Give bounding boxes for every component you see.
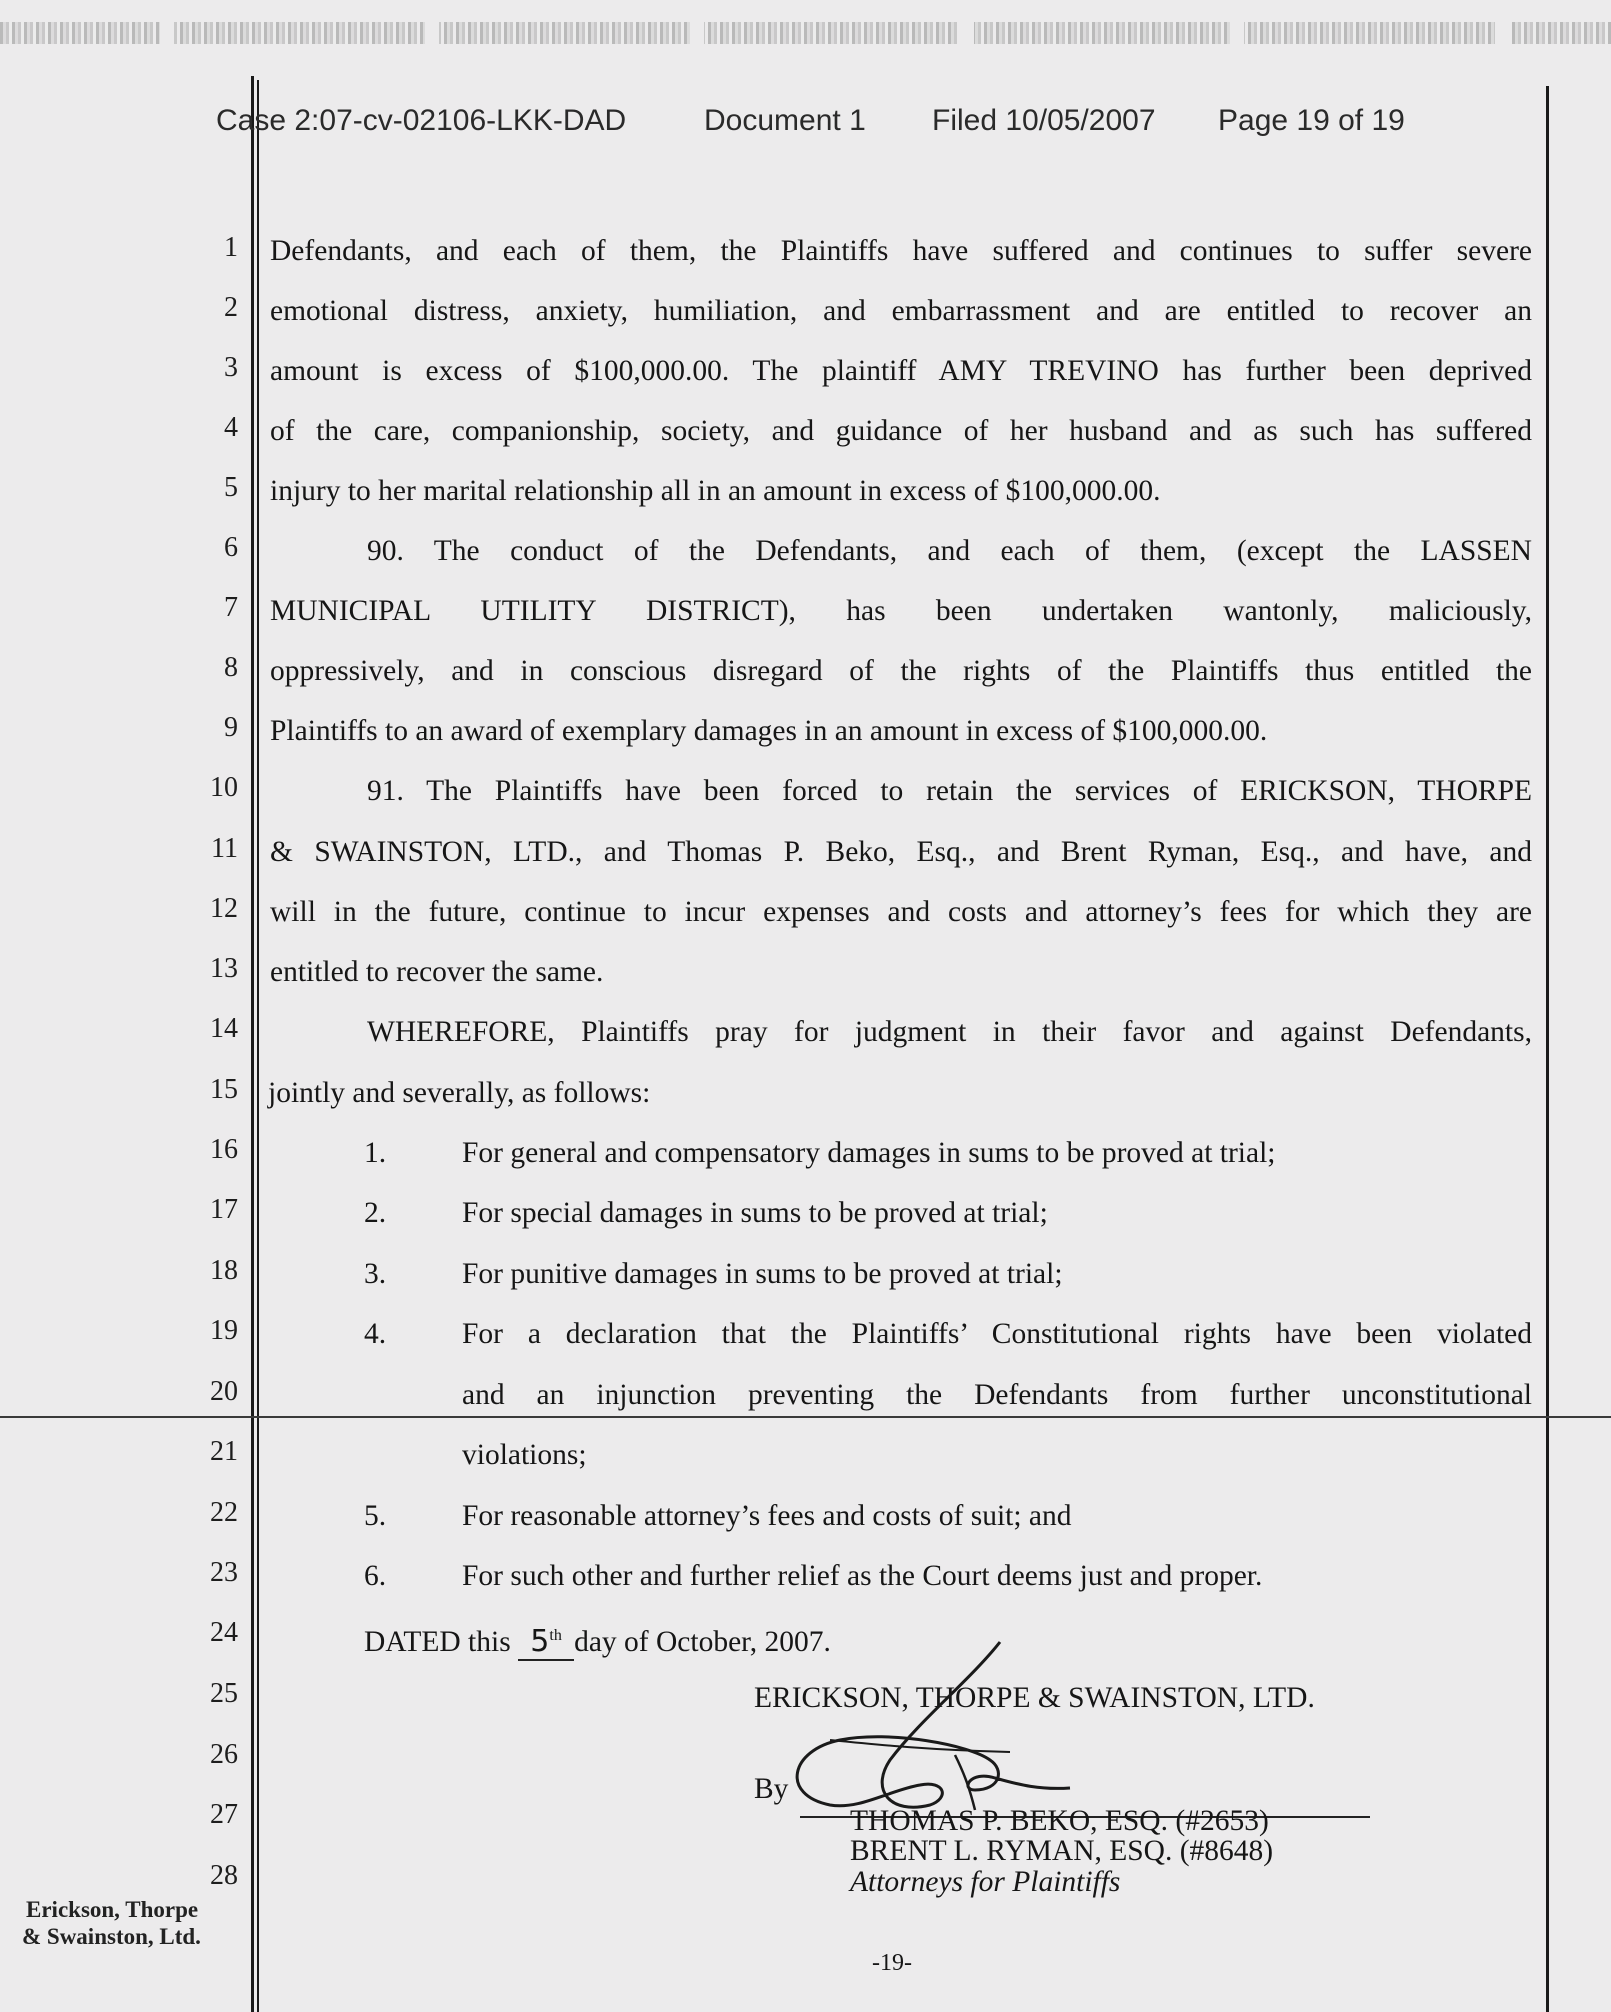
prayer-item-text-continued: violations;	[462, 1439, 587, 1471]
prayer-item-text: For such other and further relief as the Court deems just and proper.	[462, 1560, 1263, 1592]
prayer-item-text: For special damages in sums to be proved at trial;	[462, 1197, 1048, 1229]
case-number: Case 2:07-cv-02106-LKK-DAD	[216, 104, 627, 137]
footer-firm-line: Erickson, Thorpe	[26, 1897, 199, 1922]
line-number: 3	[224, 352, 238, 383]
line-number: 23	[210, 1557, 238, 1588]
line-number: 8	[224, 652, 238, 683]
dated-day-field: 5th	[518, 1619, 574, 1661]
body-line: amount is excess of $100,000.00. The plaintiff AMY TREVINO has further been deprived	[270, 355, 1532, 387]
prayer-item-text: For a declaration that the Plaintiffs’ Constitutional rights have been violated	[462, 1318, 1532, 1350]
prayer-item-number: 5.	[364, 1500, 387, 1532]
line-number: 1	[224, 232, 238, 263]
body-line: jointly and severally, as follows:	[268, 1077, 651, 1109]
prayer-item-number: 4.	[364, 1318, 387, 1350]
line-number: 13	[210, 953, 238, 984]
dated-day-handwritten: 5	[530, 1623, 550, 1659]
body-line: of the care, companionship, society, and guidance of her husband and as such has suffered	[270, 415, 1532, 447]
right-margin-rule	[1546, 86, 1549, 2012]
line-number: 7	[224, 592, 238, 623]
body-line: emotional distress, anxiety, humiliation, and embarrassment and are entitled to recover an	[270, 295, 1532, 327]
line-number: 14	[210, 1013, 238, 1044]
line-number: 12	[210, 893, 238, 924]
dated-prefix: DATED this	[364, 1625, 511, 1658]
prayer-item-text: For punitive damages in sums to be proved at trial;	[462, 1258, 1063, 1290]
body-line: Plaintiffs to an award of exemplary damages in an amount in excess of $100,000.00.	[270, 715, 1268, 747]
dated-line	[364, 1619, 831, 1661]
body-line: entitled to recover the same.	[270, 956, 604, 988]
prayer-item-text-continued: and an injunction preventing the Defendants from further unconstitutional	[462, 1379, 1532, 1411]
line-number: 17	[210, 1194, 238, 1225]
scan-fold-line	[0, 1416, 1611, 1418]
line-number: 16	[210, 1134, 238, 1165]
wherefore-clause: WHEREFORE, Plaintiffs pray for judgment in their favor and against Defendants,	[367, 1016, 1532, 1048]
paragraph-91-start: 91. The Plaintiffs have been forced to retain the services of ERICKSON, THORPE	[367, 775, 1532, 807]
body-line: Defendants, and each of them, the Plaintiffs have suffered and continues to suffer severe	[270, 235, 1532, 267]
line-number: 4	[224, 412, 238, 443]
line-number: 20	[210, 1376, 238, 1407]
prayer-item-text: For general and compensatory damages in sums to be proved at trial;	[462, 1137, 1276, 1169]
body-line: & SWAINSTON, LTD., and Thomas P. Beko, Esq., and Brent Ryman, Esq., and have, and	[270, 836, 1532, 868]
prayer-item-number: 2.	[364, 1197, 387, 1229]
paragraph-90-start: 90. The conduct of the Defendants, and each of them, (except the LASSEN	[367, 535, 1532, 567]
filed-date: Filed 10/05/2007	[932, 104, 1156, 137]
line-number: 24	[210, 1617, 238, 1648]
document-number: Document 1	[704, 104, 866, 137]
body-line: injury to her marital relationship all in an amount in excess of $100,000.00.	[270, 475, 1161, 507]
body-line: MUNICIPAL UTILITY DISTRICT), has been undertaken wantonly, maliciously,	[270, 595, 1532, 627]
line-number: 22	[210, 1497, 238, 1528]
attorney-name-2: BRENT L. RYMAN, ESQ. (#8648)	[850, 1835, 1274, 1867]
line-number: 19	[210, 1315, 238, 1346]
page-number: -19-	[872, 1950, 912, 1976]
prayer-item-number: 3.	[364, 1258, 387, 1290]
scan-edge-strip	[0, 22, 1611, 44]
body-line: will in the future, continue to incur expenses and costs and attorney’s fees for which they are	[270, 896, 1532, 928]
body-line: oppressively, and in conscious disregard of the rights of the Plaintiffs thus entitled the	[270, 655, 1532, 687]
left-margin-rule-inner	[257, 80, 259, 2012]
signature-by-label: By	[754, 1773, 789, 1805]
left-margin-rule-outer	[251, 76, 254, 2012]
line-number: 15	[210, 1074, 238, 1105]
line-number: 5	[224, 472, 238, 503]
line-number: 25	[210, 1678, 238, 1709]
footer-firm-line: & Swainston, Ltd.	[22, 1924, 201, 1949]
signature-firm: ERICKSON, THORPE & SWAINSTON, LTD.	[754, 1682, 1315, 1714]
line-number: 26	[210, 1739, 238, 1770]
line-number: 27	[210, 1799, 238, 1830]
line-number: 11	[211, 833, 238, 864]
line-number: 28	[210, 1860, 238, 1891]
prayer-item-text: For reasonable attorney’s fees and costs of suit; and	[462, 1500, 1072, 1532]
line-number: 21	[210, 1436, 238, 1467]
prayer-item-number: 6.	[364, 1560, 387, 1592]
footer-firm-name	[22, 1896, 201, 1950]
line-number: 6	[224, 532, 238, 563]
dated-suffix: day of October, 2007.	[574, 1625, 831, 1658]
attorney-name-1: THOMAS P. BEKO, ESQ. (#2653)	[850, 1805, 1269, 1837]
line-number: 9	[224, 712, 238, 743]
line-number: 2	[224, 292, 238, 323]
prayer-item-number: 1.	[364, 1137, 387, 1169]
attorney-role: Attorneys for Plaintiffs	[850, 1866, 1121, 1898]
line-number: 18	[210, 1255, 238, 1286]
line-number: 10	[210, 772, 238, 803]
page-indicator: Page 19 of 19	[1218, 104, 1405, 137]
